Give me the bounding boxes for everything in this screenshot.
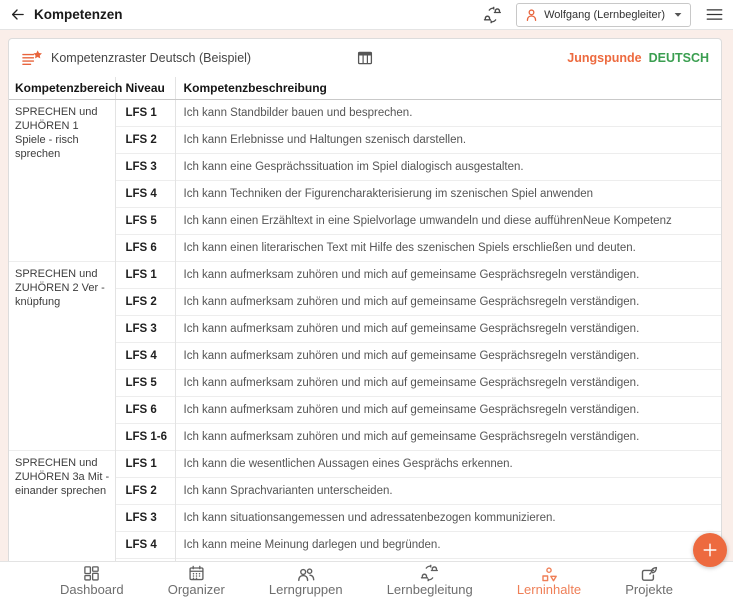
- table-row: [9, 315, 721, 342]
- niveau-cell: LFS 2: [115, 126, 175, 153]
- niveau-cell: LFS 6: [115, 234, 175, 261]
- chevron-down-icon: [674, 12, 682, 18]
- kompetenzbeschreibung-cell[interactable]: Ich kann Sprachvarianten unterscheiden.: [175, 477, 721, 504]
- niveau-cell: LFS 1: [115, 99, 175, 126]
- nav-item-organizer[interactable]: [168, 565, 225, 596]
- back-arrow-icon: [10, 7, 25, 22]
- kompetenzbereich-cell: SPRECHEN und ZUHÖREN 2 Ver - knüpfung: [9, 261, 115, 450]
- niveau-cell: LFS 4: [115, 180, 175, 207]
- person-icon: [525, 8, 538, 22]
- kompetenzbeschreibung-cell[interactable]: Ich kann situationsangemessen und adressatenbezogen kommunizieren.: [175, 504, 721, 531]
- kompetenzbeschreibung-cell[interactable]: Ich kann aufmerksam zuhören und mich auf gemeinsame Gesprächsregeln verständigen.: [175, 261, 721, 288]
- subject-label: DEUTSCH: [648, 51, 709, 65]
- table-row: [9, 234, 721, 261]
- kompetenzbeschreibung-cell[interactable]: Ich kann einen Erzähltext in eine Spielvorlage umwandeln und diese aufführenNeue Kompetenz: [175, 207, 721, 234]
- column-header-niveau: Niveau: [115, 77, 175, 99]
- table-row: [9, 261, 721, 288]
- niveau-cell: LFS 3: [115, 153, 175, 180]
- top-bar: [0, 0, 733, 30]
- kompetenzbereich-cell: SPRECHEN und ZUHÖREN 1 Spiele - risch sprechen: [9, 99, 115, 261]
- nav-item-dashboard[interactable]: [60, 565, 124, 596]
- kompetenzraster-card: [8, 38, 722, 599]
- table-row: [9, 531, 721, 558]
- lerngruppen-icon: [297, 565, 315, 582]
- table-view-button[interactable]: [357, 50, 373, 66]
- nav-item-lernbegleitung[interactable]: [387, 565, 473, 596]
- niveau-cell: LFS 4: [115, 342, 175, 369]
- hamburger-icon: [706, 8, 723, 21]
- nav-label: Lerngruppen: [268, 582, 343, 597]
- niveau-cell: LFS 5: [115, 369, 175, 396]
- lernbegleitung-swap-button[interactable]: [482, 6, 503, 24]
- lerninhalte-icon: [540, 565, 558, 582]
- niveau-cell: LFS 6: [115, 396, 175, 423]
- niveau-cell: LFS 3: [115, 315, 175, 342]
- add-button[interactable]: [693, 533, 727, 567]
- table-row: [9, 396, 721, 423]
- user-name: Wolfgang (Lernbegleiter): [544, 8, 665, 21]
- table-row: [9, 423, 721, 450]
- card-header: [9, 39, 721, 77]
- table-row: [9, 450, 721, 477]
- niveau-cell: LFS 3: [115, 504, 175, 531]
- table-row: [9, 99, 721, 126]
- menu-button[interactable]: [706, 8, 723, 21]
- bottom-nav: [0, 561, 733, 599]
- table-row: [9, 153, 721, 180]
- kompetenzbeschreibung-cell[interactable]: Ich kann Standbilder bauen und besprechen.: [175, 99, 721, 126]
- page-title: Kompetenzen: [34, 7, 123, 22]
- niveau-cell: LFS 2: [115, 288, 175, 315]
- table-row: [9, 288, 721, 315]
- lernbegleitung-icon: [419, 565, 440, 582]
- niveau-cell: LFS 5: [115, 207, 175, 234]
- nav-item-lerngruppen[interactable]: [269, 565, 343, 596]
- table-row: [9, 342, 721, 369]
- kompetenzbeschreibung-cell[interactable]: Ich kann aufmerksam zuhören und mich auf gemeinsame Gesprächsregeln verständigen.: [175, 396, 721, 423]
- kompetenzbeschreibung-cell[interactable]: Ich kann eine Gesprächssituation im Spiel dialogisch ausgestalten.: [175, 153, 721, 180]
- nav-item-lerninhalte[interactable]: [517, 565, 581, 596]
- nav-label: Dashboard: [60, 582, 124, 597]
- niveau-cell: LFS 1: [115, 261, 175, 288]
- group-label: Jungspunde: [567, 51, 642, 65]
- table-icon: [357, 50, 373, 66]
- niveau-cell: LFS 4: [115, 531, 175, 558]
- table-row: [9, 369, 721, 396]
- user-dropdown[interactable]: [516, 3, 691, 27]
- nav-label: Organizer: [167, 582, 225, 597]
- kompetenzbeschreibung-cell[interactable]: Ich kann die wesentlichen Aussagen eines Gesprächs erkennen.: [175, 450, 721, 477]
- nav-label: Lernbegleitung: [386, 582, 473, 597]
- competence-table: [9, 77, 721, 585]
- organizer-icon: [188, 565, 205, 582]
- column-header-kompetenzbeschreibung: Kompetenzbeschreibung: [175, 77, 721, 99]
- kompetenzbeschreibung-cell[interactable]: Ich kann aufmerksam zuhören und mich auf gemeinsame Gesprächsregeln verständigen.: [175, 288, 721, 315]
- table-row: [9, 180, 721, 207]
- kompetenzbeschreibung-cell[interactable]: Ich kann meine Meinung darlegen und begründen.: [175, 531, 721, 558]
- kompetenzbeschreibung-cell[interactable]: Ich kann aufmerksam zuhören und mich auf gemeinsame Gesprächsregeln verständigen.: [175, 315, 721, 342]
- table-row: [9, 126, 721, 153]
- swap-bells-icon: [482, 6, 503, 24]
- raster-title: Kompetenzraster Deutsch (Beispiel): [51, 51, 252, 65]
- nav-label: Lerninhalte: [516, 582, 582, 597]
- table-row: [9, 504, 721, 531]
- niveau-cell: LFS 2: [115, 477, 175, 504]
- kompetenzbereich-cell: SPRECHEN und ZUHÖREN 3a Mit - einander sprechen: [9, 450, 115, 585]
- table-row: [9, 477, 721, 504]
- plus-icon: [702, 542, 718, 558]
- competence-table-body: [9, 99, 721, 585]
- projekte-icon: [640, 565, 658, 582]
- table-row: [9, 207, 721, 234]
- list-star-icon: [21, 49, 43, 68]
- column-header-kompetenzbereich: Kompetenzbereich: [9, 77, 115, 99]
- table-header-row: [9, 77, 721, 99]
- kompetenzbeschreibung-cell[interactable]: Ich kann aufmerksam zuhören und mich auf gemeinsame Gesprächsregeln verständigen.: [175, 423, 721, 450]
- kompetenzbeschreibung-cell[interactable]: Ich kann Erlebnisse und Haltungen szenisch darstellen.: [175, 126, 721, 153]
- kompetenzbeschreibung-cell[interactable]: Ich kann Techniken der Figurencharakterisierung im szenischen Spiel anwenden: [175, 180, 721, 207]
- nav-label: Projekte: [625, 582, 673, 597]
- kompetenzbeschreibung-cell[interactable]: Ich kann einen literarischen Text mit Hilfe des szenischen Spiels erschließen und deuten.: [175, 234, 721, 261]
- dashboard-icon: [83, 565, 100, 582]
- kompetenzbeschreibung-cell[interactable]: Ich kann aufmerksam zuhören und mich auf gemeinsame Gesprächsregeln verständigen.: [175, 369, 721, 396]
- niveau-cell: LFS 1-6: [115, 423, 175, 450]
- kompetenzbeschreibung-cell[interactable]: Ich kann aufmerksam zuhören und mich auf gemeinsame Gesprächsregeln verständigen.: [175, 342, 721, 369]
- niveau-cell: LFS 1: [115, 450, 175, 477]
- back-button[interactable]: [10, 7, 25, 22]
- nav-item-projekte[interactable]: [625, 565, 673, 596]
